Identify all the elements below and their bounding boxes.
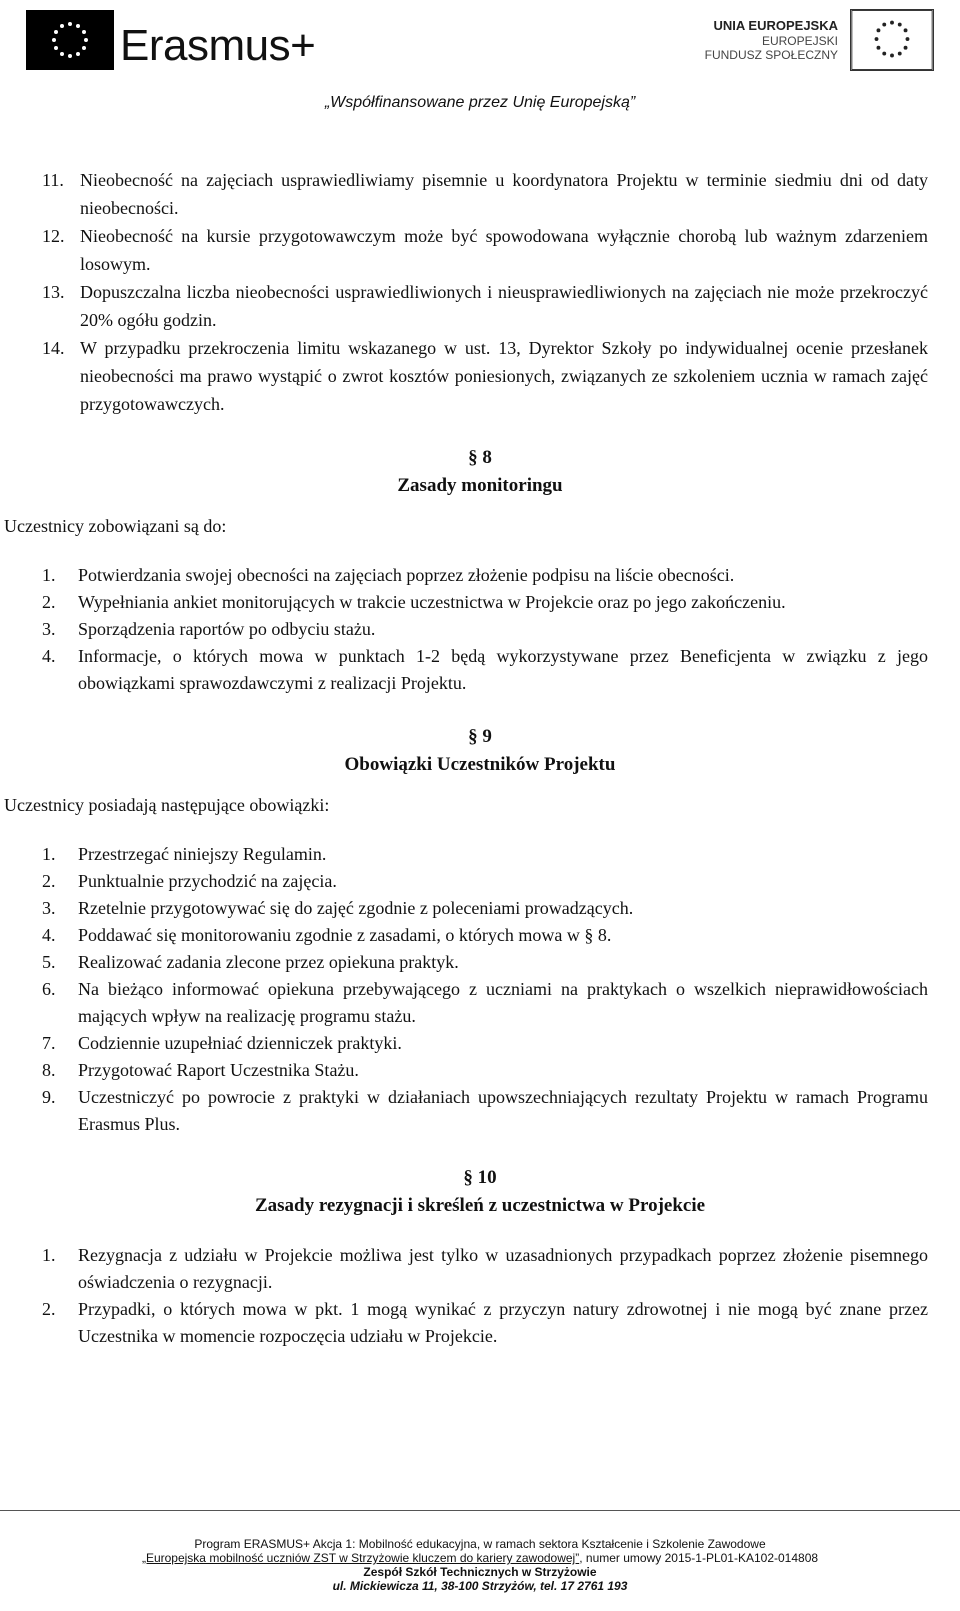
list-item-text: Na bieżąco informować opiekuna przebywającego z uczniami na praktykach o wszelkich nieprawidłowościach mających wpływ na realizację programu stażu. bbox=[78, 979, 928, 1026]
list-item-text: Rzetelnie przygotowywać się do zajęć zgodnie z poleceniami prowadzących. bbox=[78, 898, 634, 918]
list-item bbox=[42, 976, 928, 1030]
list-item bbox=[42, 589, 928, 616]
list-item bbox=[42, 562, 928, 589]
section-8-intro: Uczestnicy zobowiązani są do: bbox=[4, 516, 227, 536]
list-item bbox=[42, 841, 928, 868]
list-item-text: Sporządzenia raportów po odbyciu stażu. bbox=[78, 619, 376, 639]
list-item-text: Punktualnie przychodzić na zajęcia. bbox=[78, 871, 337, 891]
list-item-text: Uczestniczyć po powrocie z praktyki w działaniach upowszechniających rezultaty Projektu w ramach Programu Erasmus Plus. bbox=[78, 1087, 928, 1134]
list-item bbox=[42, 922, 928, 949]
list-item-number: 6. bbox=[42, 979, 56, 999]
list-item-text: Dopuszczalna liczba nieobecności usprawiedliwionych i nieusprawiedliwionych na zajęciach nie może przekroczyć 20% ogółu godzin. bbox=[80, 282, 928, 330]
section-8-mark: § 8 bbox=[468, 447, 492, 468]
footer-project-name: „Europejska mobilność uczniów ZST w Strzyżowie kluczem do kariery zawodowej” bbox=[141, 1551, 580, 1565]
footer-program-line: Program ERASMUS+ Akcja 1: Mobilność edukacyjna, w ramach sektora Kształcenie i Szkolenie Zawodowe bbox=[194, 1537, 766, 1551]
list-item-number: 2. bbox=[42, 592, 56, 612]
document-body bbox=[0, 166, 960, 1350]
section-8-title: Zasady monitoringu bbox=[397, 475, 563, 496]
list-item-text: Przestrzegać niniejszy Regulamin. bbox=[78, 844, 327, 864]
list-item bbox=[42, 1296, 928, 1350]
list-item-number: 2. bbox=[42, 871, 56, 891]
list-item-number: 12. bbox=[42, 226, 65, 246]
list-item bbox=[42, 643, 928, 697]
list-item-number: 4. bbox=[42, 925, 56, 945]
section-9-title: Obowiązki Uczestników Projektu bbox=[344, 754, 616, 775]
section-10-list bbox=[0, 1242, 960, 1350]
section-9-list bbox=[0, 841, 960, 1138]
list-item-number: 2. bbox=[42, 1299, 56, 1319]
list-item-text: Nieobecność na zajęciach usprawiedliwiamy pisemnie u koordynatora Projektu w terminie siedmiu dni od daty nieobecności. bbox=[80, 170, 928, 218]
list-item bbox=[42, 278, 928, 334]
list-item-number: 8. bbox=[42, 1060, 56, 1080]
list-item-number: 7. bbox=[42, 1033, 56, 1053]
list-item-text: Przygotować Raport Uczestnika Stażu. bbox=[78, 1060, 359, 1080]
list-item-text: Potwierdzania swojej obecności na zajęciach poprzez złożenie podpisu na liście obecności. bbox=[78, 565, 735, 585]
list-item-number: 3. bbox=[42, 619, 56, 639]
list-item-number: 1. bbox=[42, 1245, 56, 1265]
list-item-number: 11. bbox=[42, 170, 64, 190]
list-item-number: 13. bbox=[42, 282, 65, 302]
list-item bbox=[42, 949, 928, 976]
section-8-list bbox=[0, 562, 960, 697]
efs-line-3: FUNDUSZ SPOŁECZNY bbox=[704, 48, 838, 62]
section-10-mark: § 10 bbox=[463, 1167, 497, 1188]
section-9-mark: § 9 bbox=[468, 726, 492, 747]
list-item-text: Realizować zadania zlecone przez opiekuna praktyk. bbox=[78, 952, 459, 972]
list-item-text: Przypadki, o których mowa w pkt. 1 mogą wynikać z przyczyn natury zdrowotnej i nie mogą być znane przez Uczestnika w momencie rozpoczęcia udziału w Projekcie. bbox=[78, 1299, 928, 1346]
list-item-text: Nieobecność na kursie przygotowawczym może być spowodowana wyłącznie chorobą lub ważnym zdarzeniem losowym. bbox=[80, 226, 928, 274]
page-footer bbox=[0, 1510, 960, 1593]
footer-project-line bbox=[0, 1551, 960, 1565]
eu-stars-icon bbox=[850, 9, 934, 71]
list-item-text: Rezygnacja z udziału w Projekcie możliwa jest tylko w uzasadnionych przypadkach poprzez złożenie pisemnego oświadczenia o rezygnacji. bbox=[78, 1245, 928, 1292]
list-item-number: 5. bbox=[42, 952, 56, 972]
efs-logo-text bbox=[705, 18, 838, 62]
efs-line-2: EUROPEJSKI bbox=[761, 34, 838, 48]
list-item bbox=[42, 1057, 928, 1084]
list-item-text: Codziennie uzupełniać dzienniczek praktyki. bbox=[78, 1033, 402, 1053]
list-item bbox=[42, 1084, 928, 1138]
list-item-number: 9. bbox=[42, 1087, 56, 1107]
footer-school-name: Zespół Szkół Technicznych w Strzyżowie bbox=[363, 1565, 597, 1579]
page-header bbox=[0, 0, 960, 130]
footer-school-address: ul. Mickiewicza 11, 38-100 Strzyżów, tel. 17 2761 193 bbox=[332, 1579, 628, 1593]
list-item bbox=[42, 868, 928, 895]
footer-contract-number: , numer umowy 2015-1-PL01-KA102-014808 bbox=[579, 1551, 819, 1565]
list-item bbox=[42, 166, 928, 222]
list-item bbox=[42, 1242, 928, 1296]
list-item bbox=[42, 1030, 928, 1057]
list-item-text: Informacje, o których mowa w punktach 1-2 będą wykorzystywane przez Beneficjenta w związku z jego obowiązkami sprawozdawczymi z realizacji Projektu. bbox=[78, 646, 928, 693]
section-9-intro: Uczestnicy posiadają następujące obowiązki: bbox=[4, 795, 330, 815]
list-item-text: Wypełniania ankiet monitorujących w trakcie uczestnictwa w Projekcie oraz po jego zakończeniu. bbox=[78, 592, 786, 612]
cofinanced-note: „Współfinansowane przez Unię Europejską” bbox=[324, 94, 636, 111]
list-item bbox=[42, 895, 928, 922]
absence-points bbox=[0, 166, 960, 418]
eu-flag-logo bbox=[26, 10, 114, 70]
list-item bbox=[42, 334, 928, 418]
efs-line-1: UNIA EUROPEJSKA bbox=[713, 18, 838, 33]
efs-logo bbox=[705, 6, 934, 74]
list-item-number: 1. bbox=[42, 844, 56, 864]
erasmus-logo-text: Erasmus+ bbox=[120, 21, 316, 70]
list-item bbox=[42, 616, 928, 643]
list-item bbox=[42, 222, 928, 278]
list-item-text: W przypadku przekroczenia limitu wskazanego w ust. 13, Dyrektor Szkoły po indywidualnej ocenie przesłanek nieobecności ma prawo wystąpić o zwrot kosztów poniesionych, związanych ze szkoleniem ucznia w ramach zajęć przygotowawczych. bbox=[80, 338, 928, 414]
list-item-text: Poddawać się monitorowaniu zgodnie z zasadami, o których mowa w § 8. bbox=[78, 925, 612, 945]
list-item-number: 1. bbox=[42, 565, 56, 585]
list-item-number: 4. bbox=[42, 646, 56, 666]
list-item-number: 14. bbox=[42, 338, 65, 358]
list-item-number: 3. bbox=[42, 898, 56, 918]
section-10-title: Zasady rezygnacji i skreśleń z uczestnictwa w Projekcie bbox=[254, 1195, 706, 1216]
